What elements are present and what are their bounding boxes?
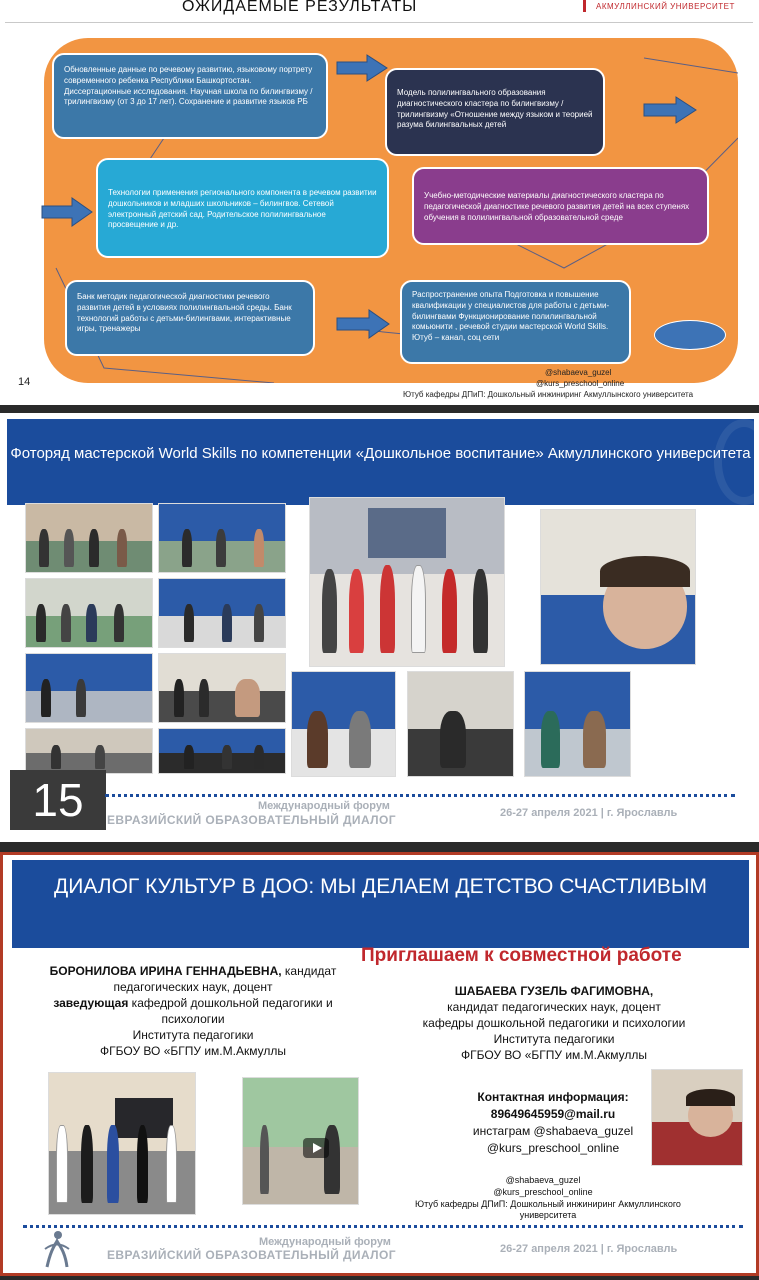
- result-box-2: Модель полилингвального образования диагностического кластера по билингвизму / трилингвизму «Отношение между языком и теорией разума билингвальных детей: [385, 68, 605, 156]
- divider: [5, 22, 753, 23]
- email-link[interactable]: 89649645959@mail.ru: [490, 1107, 616, 1121]
- person-2-info: ШАБАЕВА ГУЗЕЛЬ ФАГИМОВНА, кандидат педагогических наук, доцент кафедры дошкольной педагогики и психологии Института педагогики ФГБОУ ВО «БГПУ им.М.Акмуллы: [422, 984, 686, 1062]
- workshop-photo: [158, 578, 286, 648]
- university-label: АКМУЛЛИНСКИЙ УНИВЕРСИТЕТ: [596, 2, 735, 11]
- workshop-photo: [158, 728, 286, 774]
- workshop-photo: [25, 728, 153, 774]
- handle-text: @kurs_preschool_online: [493, 1187, 593, 1197]
- handle-link[interactable]: @kurs_preschool_online: [486, 1141, 620, 1155]
- invite-heading: Приглашаем к совместной работе: [361, 945, 682, 966]
- youtube-text: Ютуб кафедры ДПиП: Дошкольный инжиниринг Акмуллинского университета: [415, 1199, 681, 1220]
- decorative-ellipse: [654, 320, 726, 350]
- workshop-photo: [158, 653, 286, 723]
- result-box-6: Распространение опыта Подготовка и повышение квалификации у специалистов для работы с детьми-билингвами Функционирование полилингвальной комьюнити , речевой студии мастерской World Skills. Ютуб – канал, соц сети: [400, 280, 631, 364]
- forum-name: ЕВРАЗИЙСКИЙ ОБРАЗОВАТЕЛЬНЫЙ ДИАЛОГ: [107, 813, 396, 827]
- handle-text: @shabaeva_guzel: [505, 1175, 581, 1185]
- page-number: 14: [18, 376, 31, 388]
- result-box-4: Учебно-методические материалы диагностического кластера по педагогической диагностике речевого развития детей на всех ступенях обучения в полилингвальной образовательной среде: [412, 167, 709, 245]
- result-box-1: Обновленные данные по речевому развитию, языковому портрету современного ребенка Республики Башкортостан. Диссертационные исследования. Научная школа по билингвизму /трилингвизму (от 3 до 17 лет). Сохранение и развитие языков РБ: [52, 53, 328, 139]
- workshop-photo: [25, 503, 153, 573]
- result-box-5: Банк методик педагогической диагностики речевого развития детей в условиях полилингвальной среды. Банк технологий работы с детьми-билингвами, интерактивные игры, тренажеры: [65, 280, 315, 356]
- slide-16: [0, 852, 759, 1276]
- classroom-photo: [48, 1072, 196, 1215]
- workshop-photo: [291, 671, 396, 777]
- arrow-right-icon: [642, 95, 698, 125]
- arrow-right-icon: [335, 53, 389, 83]
- event-date: 26-27 апреля 2021 | г. Ярославль: [500, 807, 678, 819]
- person-2-name: ШАБАЕВА ГУЗЕЛЬ ФАГИМОВНА,: [454, 984, 654, 998]
- slide-15: [0, 413, 759, 842]
- event-date: 26-27 апреля 2021 | г. Ярославль: [500, 1243, 678, 1255]
- play-icon[interactable]: [303, 1138, 329, 1158]
- workshop-photo: [25, 578, 153, 648]
- result-box-3: Технологии применения регионального компонента в речевом развитии дошкольников и младших школьников – билингвов. Сетевой электронный детский сад. Родительское полилингвальное просвещение и др.: [96, 158, 389, 258]
- handle-text: @shabaeva_guzel: [545, 368, 612, 377]
- forum-label: Международный форум: [258, 800, 390, 812]
- slide-14: [0, 0, 759, 405]
- divider: [105, 794, 735, 797]
- workshop-photo: [524, 671, 631, 777]
- workshop-photo: [158, 503, 286, 573]
- university-bar: [583, 0, 586, 12]
- group-photo: [309, 497, 505, 667]
- person-1-info: БОРОНИЛОВА ИРИНА ГЕННАДЬЕВНА, кандидат педагогических наук, доцент заведующая кафедрой дошкольной педагогики и психологии Института педагогики ФГБОУ ВО «БГПУ им.М.Акмуллы: [49, 964, 337, 1058]
- arrow-right-icon: [40, 196, 94, 228]
- forum-name: ЕВРАЗИЙСКИЙ ОБРАЗОВАТЕЛЬНЫЙ ДИАЛОГ: [107, 1248, 396, 1262]
- portrait-photo: [651, 1069, 743, 1166]
- workshop-photo: [407, 671, 514, 777]
- divider: [23, 1225, 743, 1228]
- workshop-photo: [25, 653, 153, 723]
- slide-title: ДИАЛОГ КУЛЬТУР В ДОО: МЫ ДЕЛАЕМ ДЕТСТВО СЧАСТЛИВЫМ: [54, 875, 707, 898]
- slide-title: Фоторяд мастерской World Skills по компетенции «Дошкольное воспитание» Акмуллинского университета: [10, 445, 751, 462]
- contact-info: Контактная информация: 89649645959@mail.ru инстаграм @shabaeva_guzel @kurs_preschool_online: [472, 1090, 634, 1155]
- selfie-photo: [540, 509, 696, 665]
- forum-label: Международный форум: [259, 1236, 391, 1248]
- video-thumbnail[interactable]: [242, 1077, 359, 1205]
- page-number: 15: [10, 770, 106, 830]
- slide-title: ОЖИДАЕМЫЕ РЕЗУЛЬТАТЫ: [182, 0, 418, 15]
- youtube-text: Ютуб кафедры ДПиП: Дошкольный инжиниринг Акмуллынского университета: [403, 390, 694, 399]
- instagram-link[interactable]: инстаграм @shabaeva_guzel: [472, 1124, 634, 1138]
- person-1-name: БОРОНИЛОВА ИРИНА ГЕННАДЬЕВНА,: [49, 964, 282, 978]
- handle-text: @kurs_preschool_online: [536, 379, 625, 388]
- forum-logo-icon: [43, 1229, 71, 1269]
- arrow-right-icon: [335, 308, 391, 340]
